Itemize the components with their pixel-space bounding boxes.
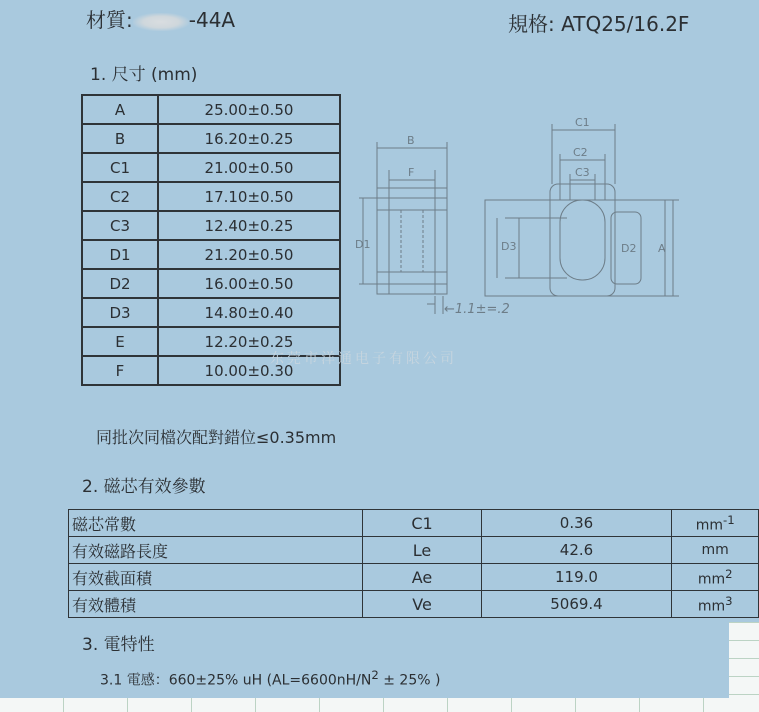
param-name: 有效體積: [69, 591, 363, 618]
param-value: 119.0: [481, 564, 672, 591]
dim-value: 14.80±0.40: [158, 298, 340, 327]
dim-value: 12.40±0.25: [158, 211, 340, 240]
param-name: 磁芯常數: [69, 510, 363, 537]
label-a: A: [658, 242, 666, 255]
section-dimensions-title: 1. 尺寸 (mm): [90, 65, 198, 85]
label-c3: C3: [575, 166, 590, 179]
inductance-text: 3.1 電感：660±25% uH (AL=6600nH/N: [100, 672, 372, 689]
param-unit: mm: [672, 537, 759, 564]
label-d3: D3: [501, 240, 517, 253]
table-row: [69, 564, 759, 591]
param-symbol: C1: [363, 510, 481, 537]
param-name: 有效截面積: [69, 564, 363, 591]
gap-callout: ←1.1±=.2: [444, 302, 510, 317]
material-line: [86, 4, 235, 33]
dim-value: 25.00±0.50: [158, 95, 340, 124]
dimensions-table: [81, 94, 341, 386]
dim-key: A: [82, 95, 158, 124]
table-row: [82, 182, 340, 211]
dim-value: 16.00±0.50: [158, 269, 340, 298]
dim-key: E: [82, 327, 158, 356]
spec-value: ATQ25/16.2F: [561, 12, 690, 36]
param-value: 5069.4: [481, 591, 672, 618]
label-d1: D1: [355, 238, 371, 251]
label-f: F: [408, 166, 415, 179]
dim-value: 17.10±0.50: [158, 182, 340, 211]
param-unit: $mm^3$: [672, 591, 759, 618]
inductance-line: 3.1 電感：660±25% uH ($AL=6600nH/N^2 \pm 25\%$ ): [100, 668, 441, 689]
dim-key: C2: [82, 182, 158, 211]
dim-key: B: [82, 124, 158, 153]
table-row: [69, 591, 759, 618]
param-symbol: Ve: [363, 591, 481, 618]
label-d2: D2: [621, 242, 637, 255]
table-row: [82, 95, 340, 124]
table-row: [82, 298, 340, 327]
spec-line: [508, 8, 689, 37]
table-row: [69, 510, 759, 537]
material-label: 材質:: [86, 8, 133, 32]
param-value: 42.6: [481, 537, 672, 564]
label-b: B: [407, 134, 415, 147]
spec-label: 規格:: [508, 12, 555, 36]
dim-value: 21.00±0.50: [158, 153, 340, 182]
param-unit: $mm^2$: [672, 564, 759, 591]
dim-key: F: [82, 356, 158, 385]
dim-value: 12.20±0.25: [158, 327, 340, 356]
label-c2: C2: [573, 146, 588, 159]
table-row: [82, 211, 340, 240]
dim-key: D2: [82, 269, 158, 298]
table-row: [69, 537, 759, 564]
core-params-table: [68, 509, 759, 618]
param-symbol: Ae: [363, 564, 481, 591]
section-params-title: 2. 磁芯有效參數: [82, 477, 206, 497]
material-value: -44A: [188, 8, 236, 32]
dim-key: D1: [82, 240, 158, 269]
dim-value: 16.20±0.25: [158, 124, 340, 153]
table-row: [82, 124, 340, 153]
param-symbol: Le: [363, 537, 481, 564]
redacted-mark: [133, 13, 189, 31]
dim-key: D3: [82, 298, 158, 327]
table-row: [82, 269, 340, 298]
background-grid-strip: [0, 698, 759, 712]
dim-key: C3: [82, 211, 158, 240]
core-drawing: [355, 100, 685, 330]
dim-key: C1: [82, 153, 158, 182]
param-value: 0.36: [481, 510, 672, 537]
section-electrical-title: 3. 電特性: [82, 635, 155, 655]
param-name: 有效磁路長度: [69, 537, 363, 564]
batch-note: 同批次同檔次配對錯位≤0.35mm: [96, 428, 337, 447]
dim-value: 21.20±0.50: [158, 240, 340, 269]
watermark: 东莞市洋通电子有限公司: [270, 351, 457, 367]
param-unit: $mm^{-1}$: [672, 510, 759, 537]
table-row: [82, 153, 340, 182]
dim-value: 10.00±0.30: [158, 356, 340, 385]
label-c1: C1: [575, 116, 590, 129]
table-row: [82, 240, 340, 269]
